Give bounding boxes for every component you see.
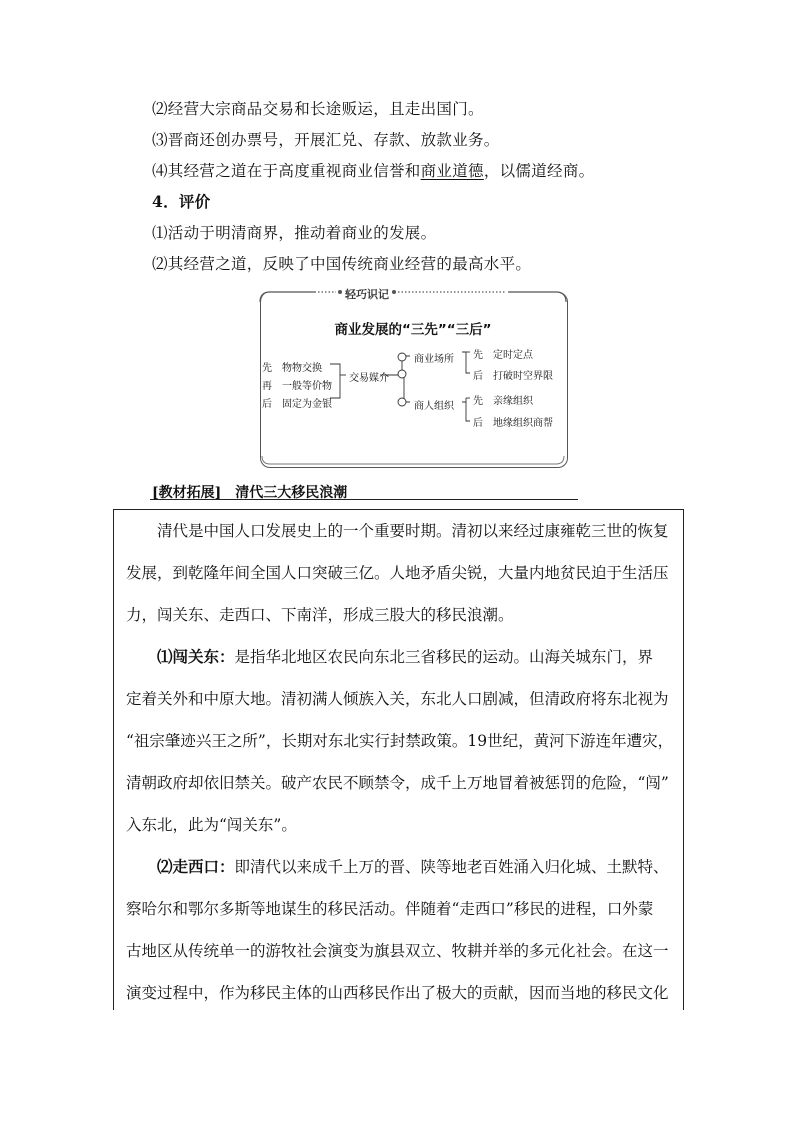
- memo-header: 轻巧识记: [345, 288, 389, 301]
- diagram-branch-item: [473, 346, 533, 361]
- diagram-tag: 先: [473, 350, 483, 361]
- diagram-tag: 后: [473, 418, 483, 429]
- diagram-tag: 后: [262, 399, 272, 410]
- extension-box: [113, 509, 684, 1010]
- diagram-text: 亲缘组织: [493, 396, 533, 407]
- box-line: 清代是中国人口发展史上的一个重要时期。清初以来经过康雍乾三世的恢复: [126, 522, 669, 540]
- para-lead: ⑴闯关东：: [157, 647, 235, 666]
- diagram-tag: 先: [473, 396, 483, 407]
- diagram-text: 地缘组织商帮: [493, 418, 553, 429]
- extension-label: [教材拓展]: [152, 485, 222, 501]
- para-lead: ⑵走西口：: [157, 857, 235, 876]
- diagram-text: 定时定点: [493, 350, 533, 361]
- diagram-center: 交易媒介: [349, 373, 389, 384]
- diagram-text: 一般等价物: [282, 381, 332, 392]
- para-text: 是指华北地区农民向东北三省移民的运动。山海关城东门，界: [234, 648, 654, 666]
- text-segment: ⑷其经营之道在于高度重视商业信誉和: [152, 162, 421, 180]
- diagram-tag: 先: [262, 363, 272, 374]
- box-line: “祖宗肇迹兴王之所”，长期对东北实行封禁政策。19世纪，黄河下游连年遭灾，: [126, 732, 674, 750]
- text-line: ⑵其经营之道，反映了中国传统商业经营的最高水平。: [152, 255, 532, 273]
- diagram-left-item: [262, 395, 332, 410]
- text-line: ⑵经营大宗商品交易和长途贩运，且走出国门。: [152, 100, 484, 118]
- diagram-branch-item: [473, 392, 533, 407]
- box-line: 入东北，此为“闯关东”。: [126, 816, 297, 834]
- section-heading: 4．评价: [152, 192, 211, 211]
- diagram-tag: 后: [473, 371, 483, 382]
- diagram-text: 固定为金银: [282, 399, 332, 410]
- diagram-tag: 再: [262, 381, 272, 392]
- diagram-text: 打破时空界限: [493, 371, 553, 382]
- text-segment: ，以儒道经商。: [483, 162, 595, 180]
- box-line: 清朝政府却依旧禁关。破产农民不顾禁令，成千上万地冒着被惩罚的危险，“闯”: [126, 774, 669, 792]
- text-line: ⑶晋商还创办票号，开展汇兑、存款、放款业务。: [152, 131, 500, 149]
- box-line: 定着关外和中原大地。清初满人倾族入关，东北人口剧减，但清政府将东北视为: [126, 690, 669, 708]
- diagram-text: 物物交换: [282, 363, 322, 374]
- extension-title: 清代三大移民浪潮: [235, 485, 348, 501]
- diagram-branch-item: [473, 414, 553, 429]
- heading-rule: [150, 499, 578, 500]
- box-line: [126, 645, 653, 667]
- box-line: [126, 855, 669, 877]
- text-line: ⑴活动于明清商界，推动着商业的发展。: [152, 224, 437, 242]
- para-text: 即清代以来成千上万的晋、陕等地老百姓涌入归化城、土默特、: [234, 858, 669, 876]
- box-line: 古地区从传统单一的游牧社会演变为旗县双立、牧耕并举的多元化社会。在这一: [126, 942, 669, 960]
- box-line: 察哈尔和鄂尔多斯等地谋生的移民活动。伴随着“走西口”移民的进程，口外蒙: [126, 900, 654, 918]
- diagram-branch-item: [473, 367, 553, 382]
- diagram-branch: 商业场所: [414, 354, 454, 365]
- diagram-left-item: [262, 359, 322, 374]
- underlined-term: 商业道德: [420, 162, 484, 180]
- diagram-branch: 商人组织: [414, 401, 454, 412]
- box-line: 演变过程中，作为移民主体的山西移民作出了极大的贡献，因而当地的移民文化: [126, 984, 669, 1002]
- memo-title: 商业发展的“三先”“三后”: [334, 322, 492, 338]
- box-line: 力，闯关东、走西口、下南洋，形成三股大的移民浪潮。: [126, 606, 514, 624]
- box-line: 发展，到乾隆年间全国人口突破三亿。人地矛盾尖锐，大量内地贫民迫于生活压: [126, 564, 669, 582]
- diagram-left-item: [262, 377, 332, 392]
